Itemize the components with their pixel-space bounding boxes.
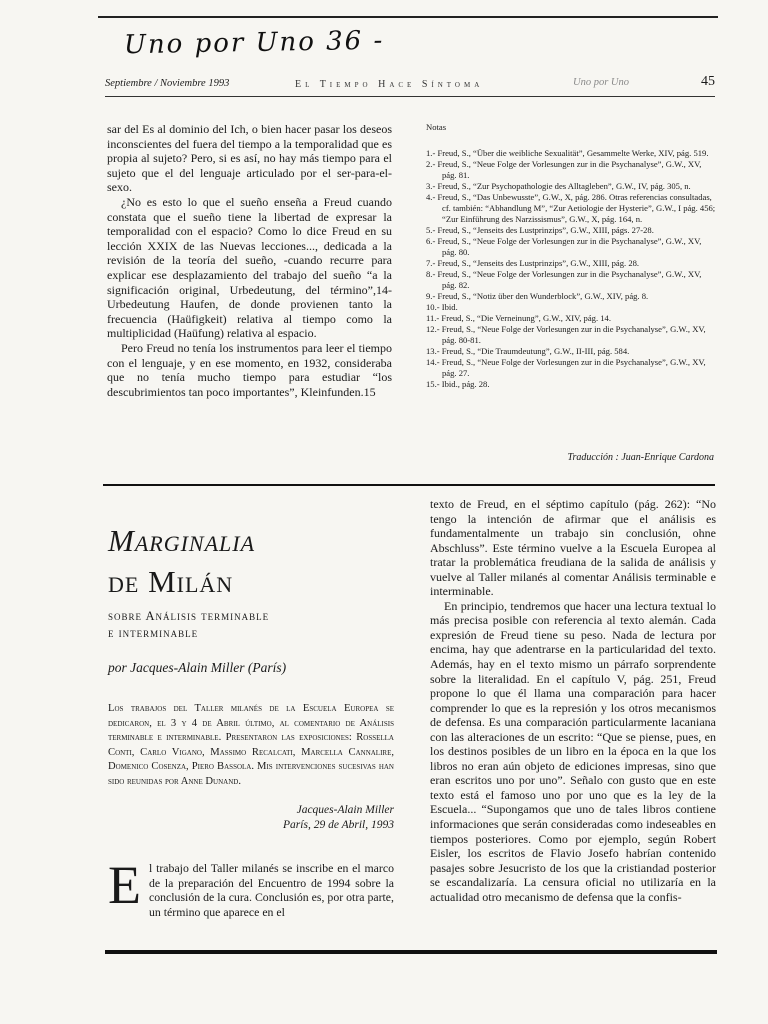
translation-credit: Traducción : Juan-Enrique Cardona	[567, 452, 714, 463]
article-opening	[108, 855, 394, 919]
running-head-date: Septiembre / Noviembre 1993	[105, 78, 230, 89]
article-subtitle	[108, 608, 269, 642]
note-item: 12.- Freud, S., “Neue Folge der Vorlesungen zur in die Psychanalyse”, G.W., XV, pág. 80-81.	[426, 324, 706, 345]
note-item: 7.- Freud, S., “Jenseits des Lustprinzips”, G.W., XIII, pág. 28.	[426, 258, 640, 268]
top-rule	[98, 16, 718, 18]
note-item: 2.- Freud, S., “Neue Folge der Vorlesungen zur in die Psychanalyse”, G.W., XV, pág. 81.	[426, 159, 702, 180]
paragraph: ¿No es esto lo que el sueño enseña a Freud cuando constata que el sueño tiene la libertad de expresar la temporalidad con el espacio? Como lo dice Freud en su lección XXIX de las Nuevas lecciones..., dedicada a la revisión de la teoría del sueño, -cuando recurre para explicar ese desplazamiento del trabajo del sueño “a la significación original, Urbedeutung, del término”,14- Urbedeutung Haufen, de donde provienen tanto la frecuencia (Haüfigkeit) relativa al tiempo como la multiplicidad (Haüfung) relativa al espacio.	[107, 194, 392, 341]
note-item: 5.- Freud, S., “Jenseits des Lustprinzips”, G.W., XIII, págs. 27-28.	[426, 225, 654, 235]
section-divider	[103, 484, 715, 486]
note-item: 14.- Freud, S., “Neue Folge der Vorlesungen zur in die Psychanalyse”, G.W., XV, pág. 27.	[426, 357, 706, 378]
paragraph: sar del Es al dominio del Ich, o bien hacer pasar los deseos inconscientes del fuera del tiempo a la temporalidad que es propia al sujeto? Pero, si es así, no hay más tiempo para el sujeto que el del lenguaje articulado por el ser-para-el-sexo.	[107, 122, 392, 195]
paragraph: En principio, tendremos que hacer una lectura textual lo más precisa posible con referencia al texto alemán. Cada expresión de Freud tiene su peso. Nada de lectura por encima, hay que adentrarse en la particularidad del texto. Además, hay en el texto mismo un párrafo sorprendente sobre la literalidad. En el capítulo V, pág. 251, Freud propone lo que él llama una comparación para hacer comprender lo que es la represión y los otros mecanismos de defensa. Es una comparación particularmente lacaniana con las alteraciones de un escrito: “Que se piense, pues, en los destinos posibles de un libro en la época en la que los libros no eran aún objeto de ediciones impresas, sino que eran escritos uno por uno”. Señalo con gusto que en este texto está el famoso uno por uno que es la ley de la Escuela... “Supongamos que uno de tales libros contiene informaciones que serán consideradas como indeseables en tiempos posteriores. Como por ejemplo, según Robert Eisler, los escritos de Flavio Josefo habrían contenido pasajes sobre Jesucristo de los que la cristiandad posterior se escandalizaría. La censura oficial no utilizaría en la actualidad otro mecanismo de defensa que la confis-	[430, 598, 716, 904]
bottom-rule	[105, 950, 717, 954]
note-item: 15.- Ibid., pág. 28.	[426, 379, 490, 389]
handwritten-note: Uno por Uno 36 -	[123, 25, 385, 61]
note-item: 9.- Freud, S., “Notiz über den Wunderblock”, G.W., XIV, pág. 8.	[426, 291, 649, 301]
notes-section	[426, 122, 716, 390]
running-head-title: El Tiempo Hace Síntoma	[295, 79, 484, 90]
note-item: 4.- Freud, S., “Das Unbewusste”, G.W., X, pág. 286. Otras referencias consultadas, cf. también: “Abhandlung M”, “Zur Aetiologie der Hysterie”, G.W., I pág. 456; “Zur Einführung des Narzissismus”, G.W., X, pág. 164, n.	[426, 192, 716, 224]
signature-name: Jacques-Alain Miller	[296, 804, 394, 816]
note-item: 13.- Freud, S., “Die Traumdeutung”, G.W., II-III, pág. 584.	[426, 346, 630, 356]
top-left-column	[107, 122, 392, 399]
article-title-line2: de Milán	[108, 564, 234, 599]
running-head	[105, 76, 715, 96]
article-title	[108, 520, 255, 602]
note-item: 6.- Freud, S., “Neue Folge der Vorlesungen zur in die Psychanalyse”, G.W., XV, pág. 80.	[426, 236, 702, 257]
note-item: 11.- Freud, S., “Die Verneinung”, G.W., XIV, pág. 14.	[426, 313, 611, 323]
signature	[108, 803, 394, 832]
page-number: 45	[701, 74, 715, 89]
header-rule	[105, 96, 715, 97]
article-subtitle-line1: sobre Análisis terminable	[108, 609, 270, 623]
article-right-column	[430, 497, 716, 904]
notes-title: Notas	[426, 122, 447, 132]
opening-text: l trabajo del Taller milanés se inscribe en el marco de la preparación del Encuentro de 1994 sobre la conclusión de la cura. Conclusión es, por otra parte, un término que aparece en el	[149, 861, 394, 919]
paragraph: texto de Freud, en el séptimo capítulo (pág. 262): “No tengo la intención de afirmar que el análisis es fundamentalmente un trabajo sin conclusión, ohne Abschluss”. Este término vuelve a la Escuela Europea al tratar la problemática freudiana de la salida de análisis y vuelve al Taller milanés al comentar Análisis terminable e interminable.	[430, 497, 716, 599]
article-abstract: Los trabajos del Taller milanés de la Escuela Europea se dedicaron, el 3 y 4 de Abril último, al comentario de Análisis terminable e interminable. Presentaron las exposiciones: Rossella Conti, Carlo Vigano, Massimo Recalcati, Marcella Cannalire, Domenico Cosenza, Piero Bassola. Mis intervenciones sucesivas han sido reunidas por Anne Dunand.	[108, 703, 394, 787]
note-item: 10.- Ibid.	[426, 302, 458, 312]
running-head-journal: Uno por Uno	[573, 77, 630, 88]
note-item: 1.- Freud, S., “Über die weibliche Sexualität”, Gesammelte Werke, XIV, pág. 519.	[426, 148, 709, 158]
byline: por Jacques-Alain Miller (París)	[108, 660, 287, 675]
notes-list	[426, 148, 716, 390]
note-item: 8.- Freud, S., “Neue Folge der Vorlesungen zur in die Psychanalyse”, G.W., XV, pág. 82.	[426, 269, 702, 290]
note-item: 3.- Freud, S., “Zur Psychopathologie des Alltagleben”, G.W., IV, pág. 305, n.	[426, 181, 691, 191]
article-subtitle-line2: e interminable	[108, 626, 199, 640]
drop-cap: E	[108, 855, 141, 915]
signature-place-date: París, 29 de Abril, 1993	[283, 818, 394, 831]
paragraph: Pero Freud no tenía los instrumentos para leer el tiempo con el lenguaje, y en ese momento, en 1932, consideraba que no tenía mucho tiempo para estudiar “los descubrimientos tan poco importantes”, Kleinfunden.15	[107, 340, 392, 399]
article-title-line1: Marginalia	[108, 523, 256, 558]
